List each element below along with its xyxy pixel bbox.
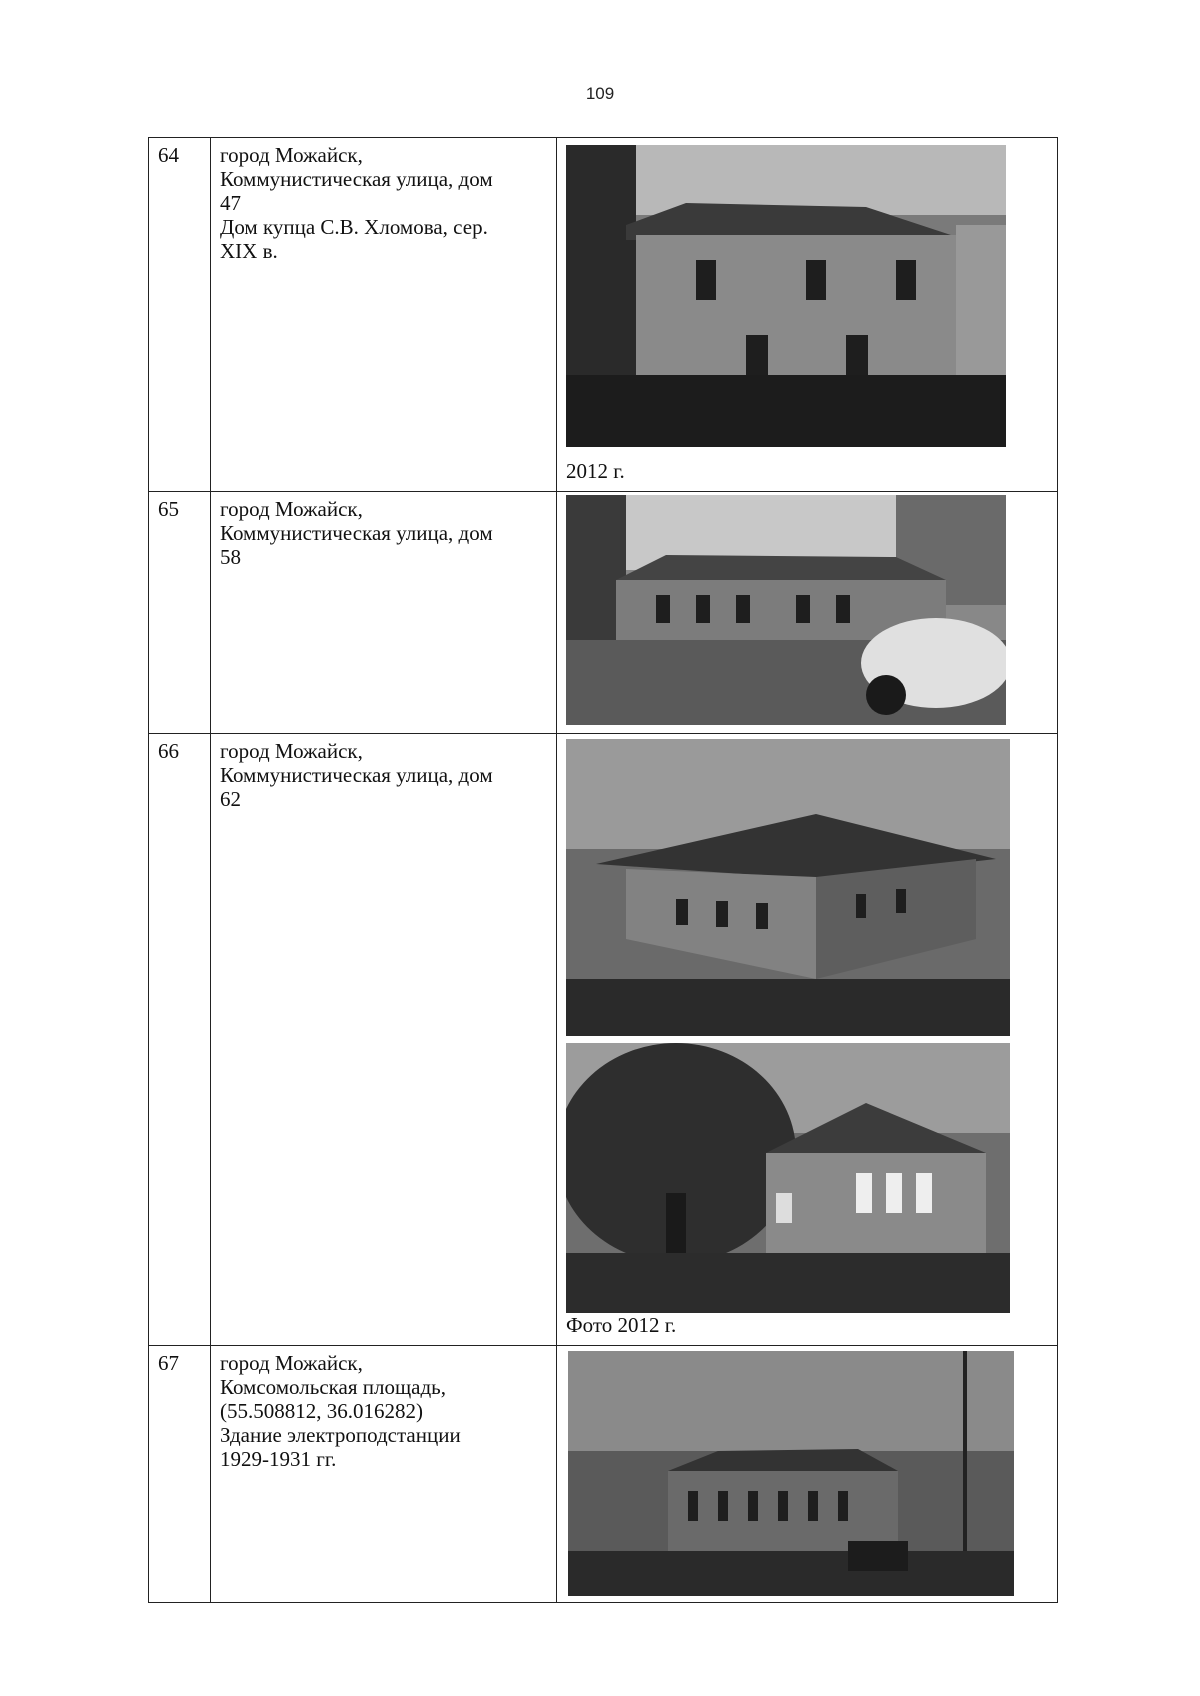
- row-number: 65: [158, 497, 179, 521]
- description-line: город Можайск,: [220, 739, 363, 763]
- description-line: Коммунистическая улица, дом: [220, 167, 493, 191]
- object-description: [220, 1351, 550, 1471]
- table-border-left: [148, 137, 149, 1603]
- object-description: [220, 143, 550, 263]
- description-line: Коммунистическая улица, дом: [220, 763, 493, 787]
- description-line: Дом купца С.В. Хломова, сер.: [220, 215, 488, 239]
- monuments-table: [148, 137, 1058, 1603]
- table-border-top: [148, 137, 1058, 138]
- description-line: город Можайск,: [220, 1351, 363, 1375]
- building-photo: [566, 145, 1006, 447]
- description-line: 1929-1931 гг.: [220, 1447, 337, 1471]
- photo-caption: 2012 г.: [566, 459, 625, 483]
- table-border-bottom: [148, 1602, 1058, 1603]
- row-number: 66: [158, 739, 179, 763]
- row-divider: [148, 1345, 1058, 1346]
- description-line: Здание электроподстанции: [220, 1423, 461, 1447]
- description-line: XIX в.: [220, 239, 278, 263]
- building-photo: [566, 495, 1006, 725]
- object-description: [220, 497, 550, 569]
- row-divider: [148, 733, 1058, 734]
- row-number: 67: [158, 1351, 179, 1375]
- page-number: 109: [585, 84, 615, 103]
- row-number: 64: [158, 143, 179, 167]
- table-border-right: [1057, 137, 1058, 1603]
- row-divider: [148, 491, 1058, 492]
- building-photo: [566, 1043, 1010, 1313]
- photo-caption: Фото 2012 г.: [566, 1313, 677, 1337]
- building-photo: [566, 739, 1010, 1036]
- description-line: 62: [220, 787, 241, 811]
- description-line: 47: [220, 191, 241, 215]
- description-line: (55.508812, 36.016282): [220, 1399, 423, 1423]
- description-line: Комсомольская площадь,: [220, 1375, 446, 1399]
- column-divider: [556, 137, 557, 1603]
- building-photo: [568, 1351, 1014, 1596]
- object-description: [220, 739, 550, 811]
- description-line: Коммунистическая улица, дом: [220, 521, 493, 545]
- description-line: город Можайск,: [220, 497, 363, 521]
- description-line: город Можайск,: [220, 143, 363, 167]
- column-divider: [210, 137, 211, 1603]
- description-line: 58: [220, 545, 241, 569]
